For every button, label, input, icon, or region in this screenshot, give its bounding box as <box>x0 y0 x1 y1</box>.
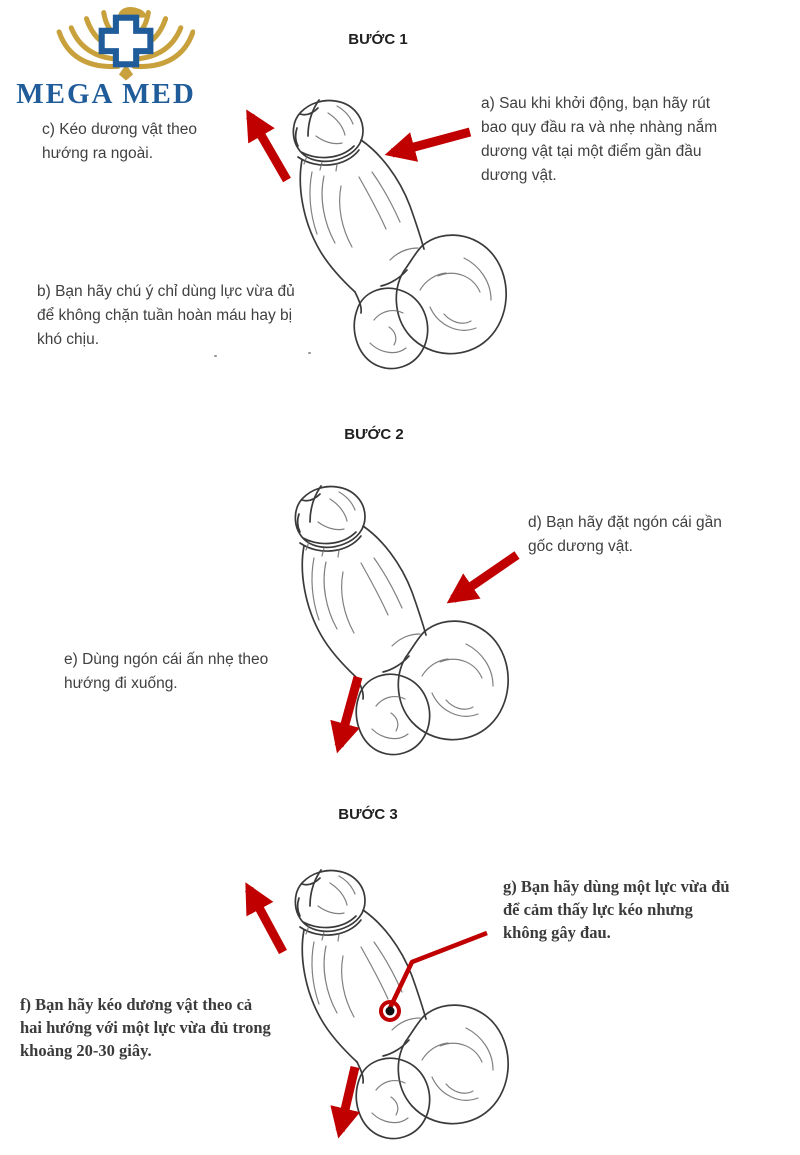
pointer-line <box>390 933 487 1008</box>
arrow-up-left <box>250 116 287 180</box>
target-dot <box>386 1007 395 1016</box>
arrow-toward-glans <box>392 132 470 153</box>
arrow-up-left <box>249 889 283 952</box>
annotation-f-line: hai hướng với một lực vừa đủ trong <box>20 1018 271 1037</box>
annotation-g-line: không gây đau. <box>503 923 611 942</box>
annotation-e-line: hướng đi xuống. <box>64 675 178 692</box>
annotation-f <box>20 993 271 1062</box>
step-2-title: BƯỚC 2 <box>344 426 404 443</box>
annotation-a-line: a) Sau khi khởi động, bạn hãy rút <box>481 95 711 112</box>
annotation-d-line: gốc dương vật. <box>528 538 633 555</box>
arrow-toward-base <box>453 555 517 599</box>
annotation-b-line: khó chịu. <box>37 331 100 348</box>
anatomy-sketch <box>293 100 506 369</box>
annotation-e-line: e) Dùng ngón cái ấn nhẹ theo <box>64 651 269 668</box>
annotation-a <box>481 92 717 188</box>
step-3-title: BƯỚC 3 <box>338 806 398 823</box>
annotation-e <box>64 648 268 696</box>
annotation-b <box>37 280 295 352</box>
step-1-title: BƯỚC 1 <box>348 31 408 48</box>
annotation-d-line: d) Bạn hãy đặt ngón cái gần <box>528 514 722 531</box>
speck-dot <box>214 355 217 357</box>
annotation-g <box>503 875 730 944</box>
annotation-f-line: khoảng 20-30 giây. <box>20 1041 152 1060</box>
annotation-c-line: c) Kéo dương vật theo <box>42 121 197 138</box>
anatomy-sketch <box>295 486 508 755</box>
annotation-d <box>528 511 722 559</box>
annotation-b-line: b) Bạn hãy chú ý chỉ dùng lực vừa đủ <box>37 283 295 300</box>
annotation-f-line: f) Bạn hãy kéo dương vật theo cả <box>20 995 253 1014</box>
annotation-a-line: bao quy đầu ra và nhẹ nhàng nắm <box>481 119 718 136</box>
speck-dot <box>308 352 311 354</box>
annotation-g-line: để cảm thấy lực kéo nhưng <box>503 900 693 919</box>
annotation-g-line: g) Bạn hãy dùng một lực vừa đủ <box>503 877 730 896</box>
logo-text: MEGA MED <box>16 78 196 110</box>
annotation-b-line: để không chặn tuần hoàn máu hay bị <box>37 307 293 324</box>
annotation-a-line: dương vật. <box>481 167 557 184</box>
annotation-c <box>42 118 197 166</box>
annotation-a-line: dương vật tại một điểm gần đầu <box>481 143 702 160</box>
arrow-down <box>340 1067 355 1131</box>
mega-med-emblem-icon <box>53 3 195 81</box>
arrow-down <box>339 677 358 746</box>
annotation-c-line: hướng ra ngoài. <box>42 145 154 162</box>
anatomy-sketch <box>295 870 508 1139</box>
